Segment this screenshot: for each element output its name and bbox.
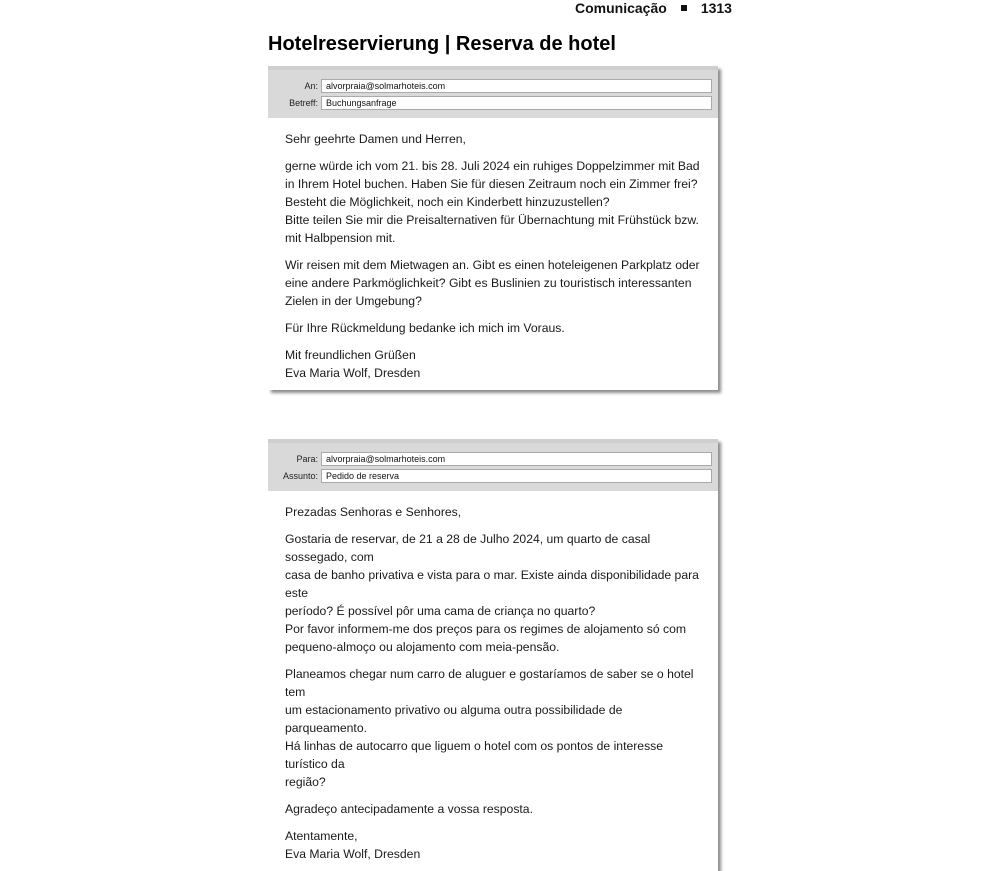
text-line: Planeamos chegar num carro de aluguer e gostaríamos de saber se o hotel tem xyxy=(285,667,694,699)
signature: Eva Maria Wolf, Dresden xyxy=(285,847,421,861)
email-body xyxy=(268,118,718,390)
text-line: mit Halbpension mit. xyxy=(285,231,396,245)
text-line: pequeno-almoço ou alojamento com meia-pensão. xyxy=(285,640,560,654)
text-line: Wir reisen mit dem Mietwagen an. Gibt es einen hoteleigenen Parkplatz oder xyxy=(285,258,700,272)
to-row xyxy=(274,451,712,467)
text-line: Bitte teilen Sie mir die Preisalternativen für Übernachtung mit Frühstück bzw. xyxy=(285,213,699,227)
to-row xyxy=(274,78,712,94)
subject-row xyxy=(274,95,712,111)
email-header xyxy=(268,66,718,118)
square-bullet-icon xyxy=(681,5,687,11)
page-title: Hotelreservierung | Reserva de hotel xyxy=(268,33,616,55)
signature: Eva Maria Wolf, Dresden xyxy=(285,366,421,380)
closing: Atentamente, xyxy=(285,829,358,843)
thanks-line: Für Ihre Rückmeldung bedanke ich mich im Voraus. xyxy=(285,321,565,335)
text-line: eine andere Parkmöglichkeit? Gibt es Buslinien zu touristisch interessanten xyxy=(285,276,692,290)
greeting: Prezadas Senhoras e Senhores, xyxy=(285,505,462,519)
running-header xyxy=(575,0,732,16)
closing-block xyxy=(285,827,702,863)
text-line: Zielen in der Umgebung? xyxy=(285,294,422,308)
text-line: Gostaria de reservar, de 21 a 28 de Julho 2024, um quarto de casal sossegado, com xyxy=(285,532,651,564)
email-header xyxy=(268,439,718,491)
to-label: Para: xyxy=(296,454,318,464)
text-line: Por favor informem-me dos preços para os regimes de alojamento só com xyxy=(285,622,687,636)
paragraph-travel xyxy=(285,665,702,791)
subject-field[interactable]: Buchungsanfrage xyxy=(321,96,712,110)
paragraph-request xyxy=(285,157,702,247)
text-line: in Ihrem Hotel buchen. Haben Sie für diesen Zeitraum noch ein Zimmer frei? xyxy=(285,177,698,191)
text-line: um estacionamento privativo ou alguma outra possibilidade de parqueamento. xyxy=(285,703,623,735)
section-title: Comunicação xyxy=(575,0,667,16)
subject-row xyxy=(274,468,712,484)
email-body xyxy=(268,491,718,871)
text-line: gerne würde ich vom 21. bis 28. Juli 2024 ein ruhiges Doppelzimmer mit Bad xyxy=(285,159,700,173)
text-line: período? É possível pôr uma cama de criança no quarto? xyxy=(285,604,596,618)
closing-block xyxy=(285,346,702,382)
subject-label: Betreff: xyxy=(289,98,318,108)
greeting: Sehr geehrte Damen und Herren, xyxy=(285,132,466,146)
page-number: 1313 xyxy=(700,0,732,16)
to-field[interactable]: alvorpraia@solmarhoteis.com xyxy=(321,79,712,93)
text-line: região? xyxy=(285,775,326,789)
thanks-line: Agradeço antecipadamente a vossa resposta. xyxy=(285,802,533,816)
subject-label: Assunto: xyxy=(282,471,318,481)
paragraph-request xyxy=(285,530,702,656)
email-german xyxy=(268,66,718,390)
text-line: casa de banho privativa e vista para o mar. Existe ainda disponibilidade para este xyxy=(285,568,699,600)
closing: Mit freundlichen Grüßen xyxy=(285,348,416,362)
text-line: Há linhas de autocarro que liguem o hotel com os pontos de interesse turístico da xyxy=(285,739,664,771)
subject-field[interactable]: Pedido de reserva xyxy=(321,469,712,483)
paragraph-travel xyxy=(285,256,702,310)
to-label: An: xyxy=(304,81,318,91)
text-line: Besteht die Möglichkeit, noch ein Kinderbett hinzuzustellen? xyxy=(285,195,610,209)
to-field[interactable]: alvorpraia@solmarhoteis.com xyxy=(321,452,712,466)
email-portuguese xyxy=(268,439,718,871)
